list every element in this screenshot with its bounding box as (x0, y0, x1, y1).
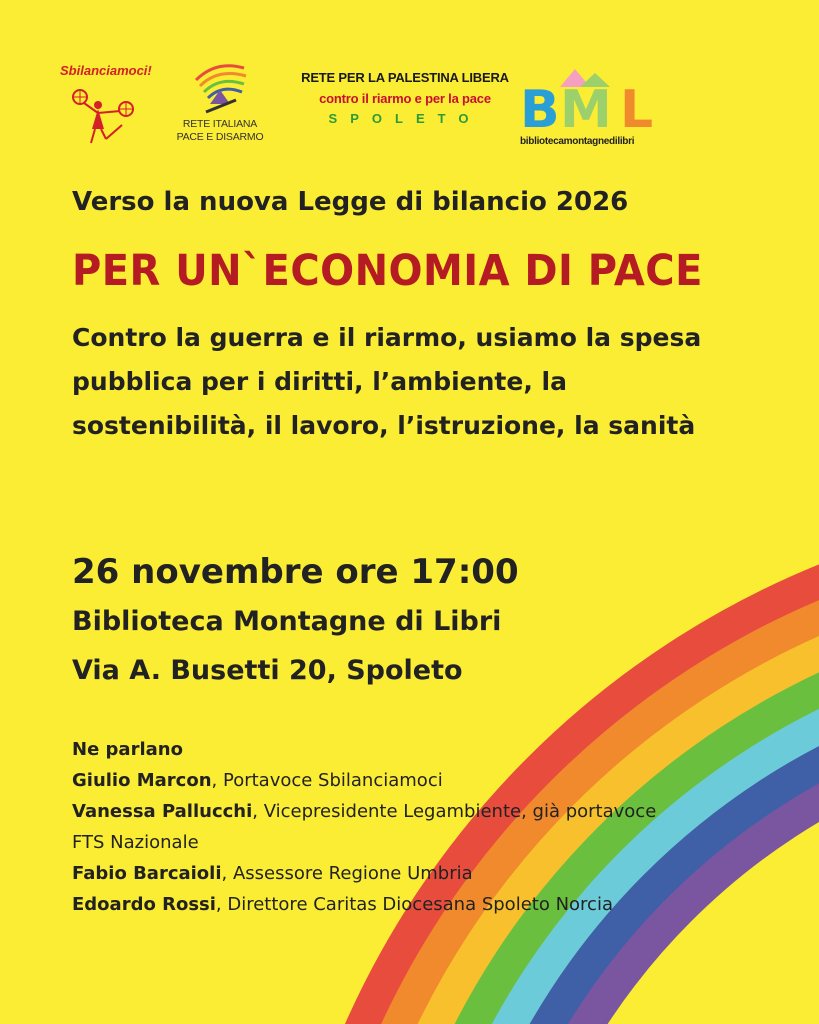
juggler-icon (58, 63, 148, 153)
palestina-line1: RETE PER LA PALESTINA LIBERA (301, 70, 509, 85)
sbilanciamoci-logo (58, 63, 152, 153)
speaker-item (72, 765, 692, 796)
speaker-name: Edoardo Rossi (72, 894, 216, 915)
svg-text:M: M (560, 80, 612, 135)
sbilanciamoci-logo-text: Sbilanciamoci! (60, 63, 152, 78)
bml-letters-icon (520, 65, 680, 135)
svg-text:L: L (620, 80, 654, 135)
speaker-role: , Assessore Regione Umbria (221, 863, 473, 884)
speaker-item (72, 889, 692, 920)
speakers-section (72, 734, 692, 920)
rete-pace-line1: RETE ITALIANA (182, 118, 258, 130)
event-date: 26 novembre ore 17:00 (72, 552, 519, 592)
bml-tagline: bibliotecamontagnedilibri (520, 136, 635, 147)
event-title: PER UN`ECONOMIA DI PACE (72, 246, 703, 296)
speaker-item (72, 858, 692, 889)
speakers-heading: Ne parlano (72, 739, 183, 760)
dove-icon (186, 60, 256, 118)
rete-pace-disarmo-logo (176, 60, 270, 155)
rete-pace-line2: PACE E DISARMO (176, 131, 264, 143)
speaker-role: , Direttore Caritas Diocesana Spoleto Norcia (215, 894, 613, 915)
svg-text:B: B (520, 80, 560, 135)
speaker-item (72, 796, 692, 858)
speaker-name: Vanessa Pallucchi (72, 801, 253, 822)
event-address: Via A. Busetti 20, Spoleto (72, 655, 463, 686)
event-description: Contro la guerra e il riarmo, usiamo la spesa pubblica per i diritti, l’ambiente, la sostenibilità, il lavoro, l’istruzione, la sanità (72, 323, 702, 440)
palestina-line3: SPOLETO (328, 111, 482, 126)
speaker-name: Fabio Barcaioli (72, 863, 222, 884)
palestina-line2: contro il riarmo e per la pace (319, 91, 491, 106)
logo-bar (0, 55, 819, 150)
event-subtitle: Verso la nuova Legge di bilancio 2026 (72, 187, 629, 217)
bml-logo (520, 65, 680, 150)
speaker-role: , Vicepresidente Legambiente, già portavoce FTS Nazionale (72, 801, 657, 853)
rete-palestina-logo (300, 70, 510, 150)
speaker-name: Giulio Marcon (72, 770, 212, 791)
speaker-role: , Portavoce Sbilanciamoci (211, 770, 443, 791)
event-venue: Biblioteca Montagne di Libri (72, 606, 502, 637)
